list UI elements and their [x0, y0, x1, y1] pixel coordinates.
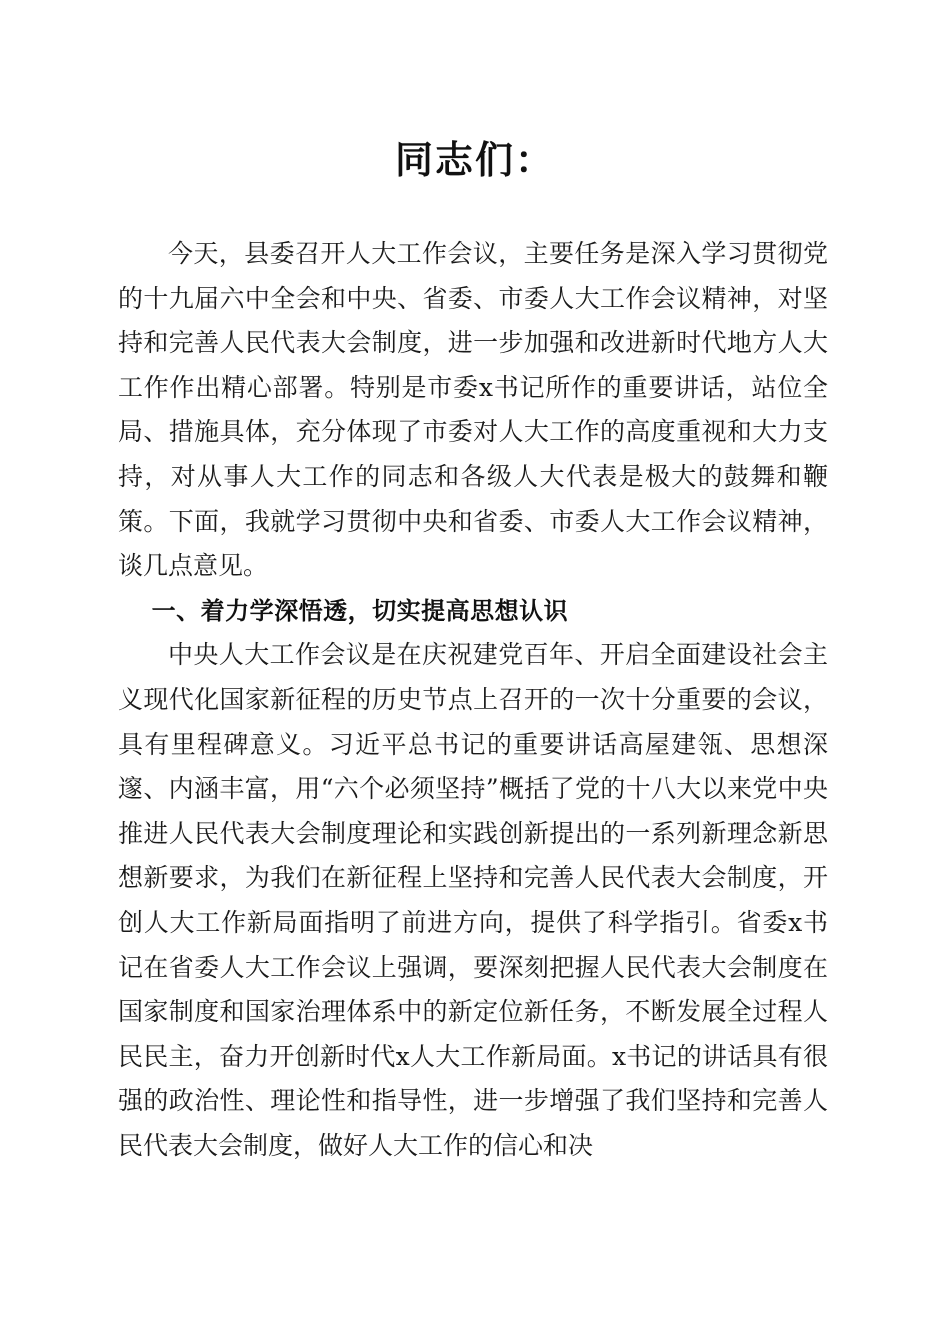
page-title: 同志们： — [394, 137, 555, 182]
intro-paragraph: 今天，县委召开人大工作会议，主要任务是深入学习贯彻党的十九届六中全会和中央、省委、市委人大工作会议精神，对坚持和完善人民代表大会制度，进一步加强和改进新时代地方人大工作作出精心部署。特别是市委x书记所作的重要讲话，站位全局、措施具体，充分体现了市委对人大工作的高度重视和大力支持，对从事人大工作的同志和各级人大代表是极大的鼓舞和鞭策。下面，我就学习贯彻中央和省委、市委人大工作会议精神，谈几点意见。 — [118, 239, 828, 581]
section-paragraph: 中央人大工作会议是在庆祝建党百年、开启全面建设社会主义现代化国家新征程的历史节点上召开的一次十分重要的会议，具有里程碑意义。习近平总书记的重要讲话高屋建瓴、思想深邃、内涵丰富，用“六个必须坚持”概括了党的十八大以来党中央推进人民代表大会制度理论和实践创新提出的一系列新理念新思想新要求，为我们在新征程上坚持和完善人民代表大会制度，开创人大工作新局面指明了前进方向，提供了科学指引。省委x书记在省委人大工作会议上强调，要深刻把握人民代表大会制度在国家制度和国家治理体系中的新定位新任务，不断发展全过程人民民主，奋力开创新时代x人大工作新局面。x书记的讲话具有很强的政治性、理论性和指导性，进一步增强了我们坚持和完善人民代表大会制度，做好人大工作的信心和决 — [118, 640, 828, 1160]
document-body — [118, 232, 828, 1168]
section-heading: 一、着力学深悟透，切实提高思想认识 — [151, 596, 569, 625]
